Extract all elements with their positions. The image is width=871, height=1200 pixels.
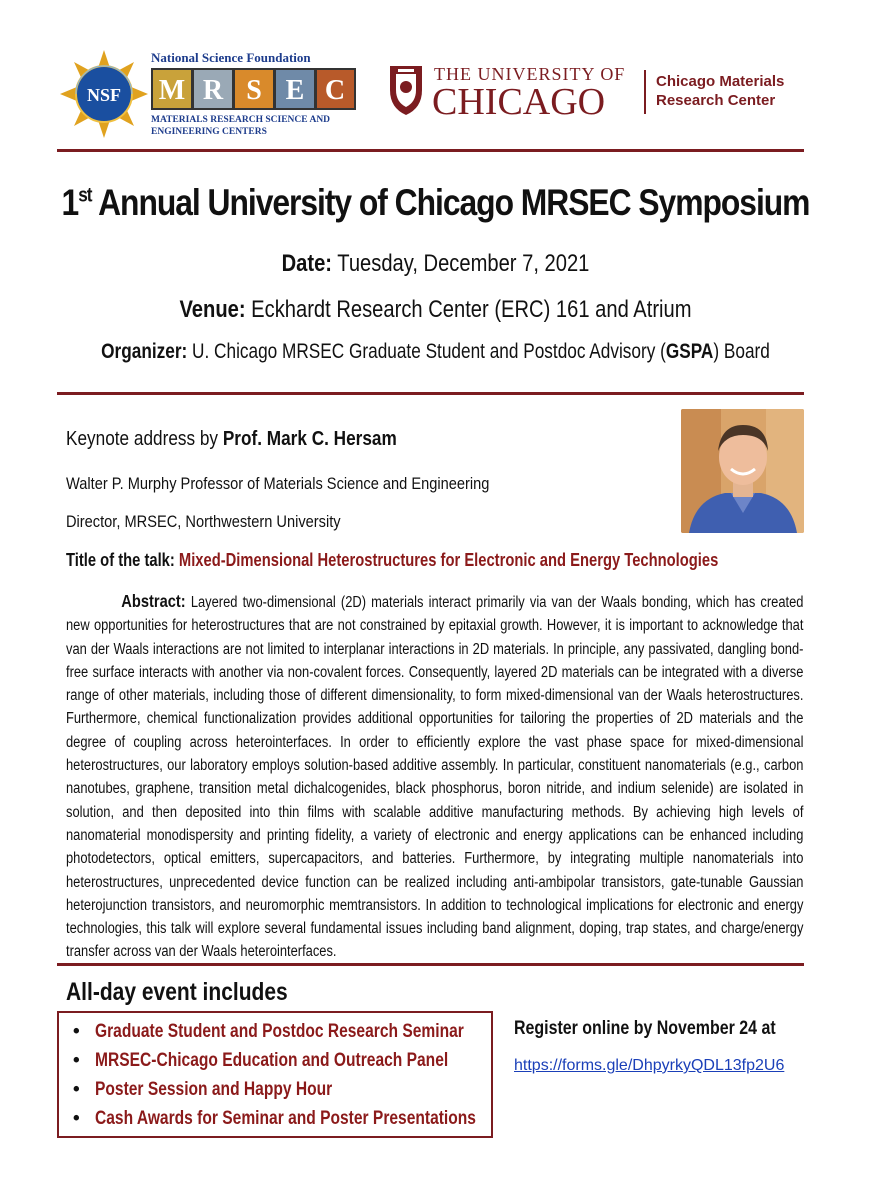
mrsec-letter: R [202, 75, 224, 106]
uc-the-university-of: THE UNIVERSITY OF [434, 64, 626, 84]
abstract-label: Abstract: [121, 591, 186, 611]
allday-heading: All-day event includes [66, 978, 288, 1006]
list-item: • Cash Awards for Seminar and Poster Presentations [73, 1108, 476, 1129]
speaker-photo [681, 409, 804, 533]
uchicago-logo [386, 60, 806, 120]
divider [57, 149, 804, 152]
abstract: Abstract: Layered two-dimensional (2D) materials interact primarily via van der Waals bonding, which has created new opportunities for heterostructures that are not constrained by epitaxial growth. However, it is important to acknowledge that van der Waals interactions are not limited to interplanar interactions in 2D materials. In principle, any passivated, dangling bond-free surface interacts with another via non-covalent forces. Consequently, layered 2D materials can be integrated with a diverse range of other materials, including those of different dimensionality, to form mixed-dimensional van der Waals heterostructures. Furthermore, chemical functionalization provides additional opportunities for tailoring the properties of 2D materials and the degree of coupling across heterointerfaces. In order to efficiently explore the vast phase space for mixed-dimensional heterostructures, our laboratory employs solution-based additive assembly. In particular, constituent nanomaterials (e.g., carbon nanotubes, graphene, transition metal dichalcogenides, black phosphorus, boron nitride, and indium selenide) are isolated in solution, and then deposited into thin films with scalable additive manufacturing methods. By achieving high levels of nanomaterial monodispersity and printing fidelity, a variety of electronic and energy applications can be enhanced including photodetectors, optical emitters, supercapacitors, and batteries. Furthermore, by integrating multiple nanomaterials into heterostructures, unprecedented device function can be realized including anti-ambipolar transistors, gate-tunable Gaussian heterojunction transistors, and neuromorphic memtransistors. In addition to technological implications for electronic and energy technologies, this talk will explore several fundamental issues including band alignment, doping, trap states, and charge/energy transfer across van der Waals heterointerfaces. [66, 591, 804, 961]
cmrc-line2: Research Center [656, 92, 776, 109]
register-text: Register online by November 24 at [514, 1018, 776, 1039]
cmrc-line1: Chicago Materials [656, 73, 785, 90]
mrsec-letter: C [324, 75, 346, 106]
registration-link[interactable]: https://forms.gle/DhpyrkyQDL13fp2U6 [514, 1057, 785, 1074]
event-venue: Venue: Eckhardt Research Center (ERC) 161 and Atrium [179, 296, 692, 323]
nsf-seal-icon [58, 48, 358, 140]
list-item: • Graduate Student and Postdoc Research Seminar [73, 1021, 464, 1042]
event-title: 1st Annual University of Chicago MRSEC Symposium [61, 182, 810, 223]
list-item: • MRSEC-Chicago Education and Outreach Panel [73, 1050, 449, 1071]
mrsec-letter: S [246, 75, 262, 106]
nsf-mrsec-logo [58, 48, 358, 140]
mrsec-letter: E [285, 75, 305, 106]
uchicago-shield-icon [390, 66, 422, 115]
mrsec-subtitle-1: MATERIALS RESEARCH SCIENCE AND [151, 115, 331, 125]
talk-title-line: Title of the talk: Mixed-Dimensional Heterostructures for Electronic and Energy Technologies [66, 550, 719, 570]
divider [57, 963, 804, 966]
mrsec-letter: M [158, 75, 186, 106]
event-organizer: Organizer: U. Chicago MRSEC Graduate Student and Postdoc Advisory (GSPA) Board [101, 340, 770, 363]
speaker-position: Walter P. Murphy Professor of Materials Science and Engineering [66, 474, 490, 493]
list-item: • Poster Session and Happy Hour [73, 1079, 333, 1100]
event-includes-box [57, 1011, 493, 1138]
nsf-badge-text: NSF [86, 85, 122, 105]
nsf-name: National Science Foundation [151, 50, 311, 65]
uc-chicago-wordmark: CHICAGO [432, 81, 606, 120]
speaker-affiliation: Director, MRSEC, Northwestern University [66, 512, 341, 531]
event-date: Date: Tuesday, December 7, 2021 [281, 250, 590, 277]
divider [57, 392, 804, 395]
keynote-line: Keynote address by Prof. Mark C. Hersam [66, 428, 397, 450]
mrsec-subtitle-2: ENGINEERING CENTERS [151, 127, 267, 137]
